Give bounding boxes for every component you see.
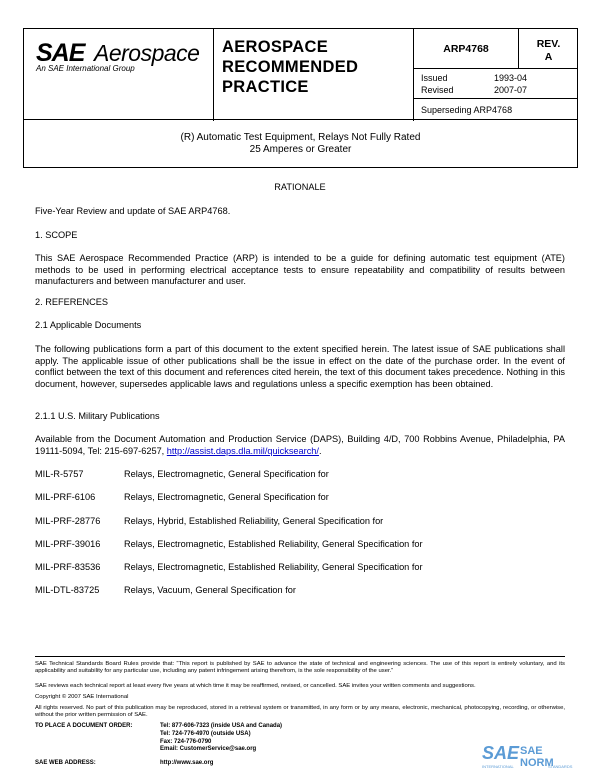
subject-line1: (R) Automatic Test Equipment, Relays Not Fully Rated [180, 132, 421, 143]
doc-number: ARP4768 [414, 29, 519, 69]
military-text-body: Available from the Document Automation and Production Service (DAPS), Building 4/D, 700 Robbins Avenue, Philadelphia, PA 19111-5094, Tel: 215-697-6257, [35, 434, 565, 456]
web-label: SAE WEB ADDRESS: [35, 760, 96, 766]
reference-title: Relays, Hybrid, Established Reliability, General Specification for [124, 516, 384, 526]
reference-id: MIL-PRF-83536 [35, 562, 101, 572]
doc-type-line3: PRACTICE [222, 78, 309, 96]
revision-box [519, 29, 578, 69]
rev-label: REV. [536, 38, 561, 50]
reference-id: MIL-PRF-28776 [35, 516, 101, 526]
logo-aerospace-text: Aerospace [94, 40, 200, 66]
scope-heading: 1. SCOPE [35, 230, 78, 240]
rationale-text: Five-Year Review and update of SAE ARP4768. [35, 206, 231, 216]
document-type [214, 29, 414, 121]
document-header [23, 28, 578, 120]
reference-title: Relays, Electromagnetic, General Specification for [124, 492, 329, 502]
reference-title: Relays, Electromagnetic, Established Reliability, General Specification for [124, 562, 423, 572]
footer-rights-text: All rights reserved. No part of this publication may be reproduced, stored in a retrieval system or transmitted, in any form or by any means, electronic, mechanical, photocopying, recording, or otherwise, without the prior written permission of SAE. [35, 705, 565, 719]
references-heading: 2. REFERENCES [35, 297, 109, 307]
footer-review-text: SAE reviews each technical report at least every five years at which time it may be reaffirmed, revised, or cancelled. SAE invites your written comments and suggestions. [35, 683, 476, 689]
date-box [414, 69, 578, 99]
sae-aerospace-logo [24, 29, 214, 121]
superseding-text: Superseding ARP4768 [421, 105, 513, 115]
footer-divider [35, 656, 565, 657]
footer-rules-text: SAE Technical Standards Board Rules provide that: “This report is published by SAE to advance the state of technical and engineering sciences. The use of this report is entirely voluntary, and its applicability and suitability for any particular use, including any patent infringement arising therefrom, is the sole responsibility of the user.” [35, 661, 565, 675]
doc-type-line1: AEROSPACE [222, 38, 328, 56]
logo-sae-text: SAE [36, 39, 85, 67]
reference-title: Relays, Electromagnetic, General Specification for [124, 469, 329, 479]
military-text [35, 434, 565, 457]
norm-sub-left: INTERNATIONAL [482, 764, 514, 769]
revised-label: Revised [421, 85, 454, 95]
norm-text: SAE NORM [520, 745, 554, 769]
military-text-end: . [318, 445, 322, 456]
doc-type-line2: RECOMMENDED [222, 58, 359, 76]
reference-id: MIL-PRF-39016 [35, 539, 101, 549]
applicable-text: The following publications form a part of this document to the extent specified herein. The latest issue of SAE publications shall apply. The applicable issue of other publications shall be the issue in effect on the date of the purchase order. In the event of conflict between the text of this document and references cited herein, the text of this document takes precedence. Nothing in this document, however, supersedes applicable laws and regulations unless a specific exemption has been obtained. [35, 344, 565, 389]
svg-text:SAE: SAE [482, 743, 520, 763]
issued-label: Issued [421, 73, 448, 83]
rationale-heading: RATIONALE [274, 182, 326, 192]
revised-value: 2007-07 [494, 85, 528, 95]
reference-id: MIL-PRF-6106 [35, 492, 96, 502]
applicable-heading: 2.1 Applicable Documents [35, 320, 142, 330]
reference-title: Relays, Vacuum, General Specification for [124, 585, 296, 595]
subject-line2: 25 Amperes or Greater [249, 144, 352, 155]
scope-text: This SAE Aerospace Recommended Practice (ARP) is intended to be a guide for defining automatic test equipment (ATE) methods to be used in performing electrical acceptance tests to ensure repeatability and compatibility of results between manufacturers and between manufacturer and user. [35, 253, 565, 286]
reference-title: Relays, Electromagnetic, Established Reliability, General Specification for [124, 539, 423, 549]
footer-copyright: Copyright © 2007 SAE International [35, 694, 129, 700]
rev-value: A [544, 51, 553, 63]
order-fax: Fax: 724-776-0790 [160, 738, 212, 745]
military-heading: 2.1.1 U.S. Military Publications [35, 411, 160, 421]
order-tel: Tel: 877-606-7323 (inside USA and Canada) [160, 723, 283, 729]
quicksearch-link[interactable]: http://assist.daps.dla.mil/quicksearch/ [166, 445, 319, 456]
issued-value: 1993-04 [494, 73, 528, 83]
web-address[interactable]: http://www.sae.org [160, 760, 214, 766]
norm-sub-right: STANDARDS [548, 764, 573, 769]
reference-id: MIL-DTL-83725 [35, 585, 100, 595]
document-subject [23, 120, 578, 168]
logo-group-text: An SAE International Group [36, 64, 135, 73]
order-tel-outside: Tel: 724-776-4970 (outside USA) [160, 730, 251, 737]
reference-id: MIL-R-5757 [35, 469, 84, 479]
sae-norm-logo [480, 740, 575, 770]
order-email: Email: CustomerService@sae.org [160, 746, 257, 753]
order-contacts [160, 723, 282, 754]
order-label: TO PLACE A DOCUMENT ORDER: [35, 723, 133, 729]
